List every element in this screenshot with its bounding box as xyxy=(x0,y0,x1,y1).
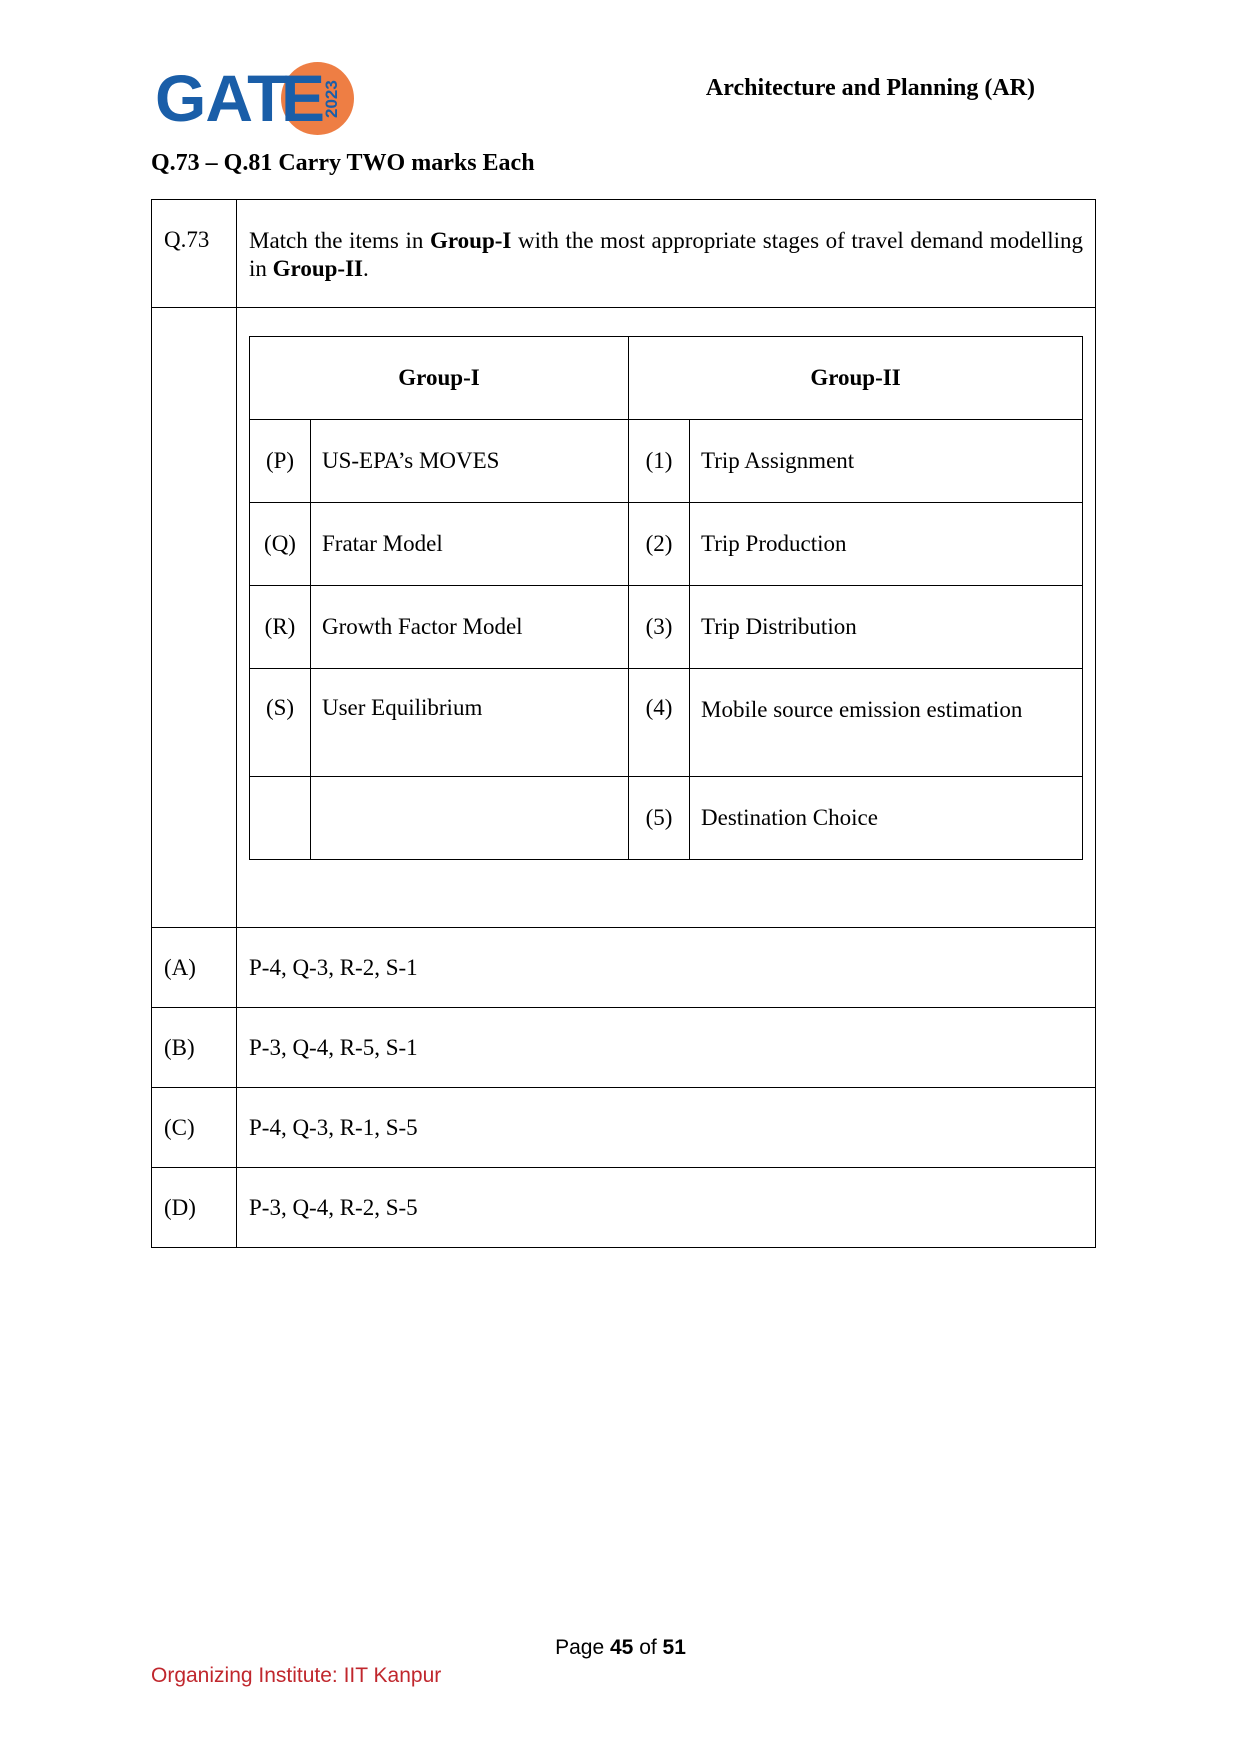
logo-letter: E xyxy=(281,61,326,135)
match-table-row xyxy=(250,777,1083,860)
group2-item: Trip Distribution xyxy=(690,586,1083,669)
logo-year: 2023 xyxy=(322,80,341,118)
question-text xyxy=(237,200,1096,308)
empty-cell xyxy=(152,308,237,928)
page-of: of xyxy=(639,1636,657,1659)
question-text-part: . xyxy=(362,256,369,281)
group1-label: (R) xyxy=(250,586,311,669)
option-label: (B) xyxy=(152,1008,237,1088)
group1-label: (P) xyxy=(250,420,311,503)
option-text: P-3, Q-4, R-2, S-5 xyxy=(237,1168,1096,1248)
group1-header: Group-I xyxy=(250,337,629,420)
group1-item: Fratar Model xyxy=(311,503,629,586)
option-row xyxy=(152,928,1096,1008)
group2-item: Mobile source emission estimation xyxy=(690,669,1083,777)
question-row xyxy=(152,200,1096,308)
option-label: (A) xyxy=(152,928,237,1008)
footer-institute: Organizing Institute: IIT Kanpur xyxy=(151,1664,442,1687)
option-text: P-4, Q-3, R-2, S-1 xyxy=(237,928,1096,1008)
group1-item: User Equilibrium xyxy=(311,669,629,777)
match-table-cell xyxy=(237,308,1096,928)
group1-label: (Q) xyxy=(250,503,311,586)
question-table xyxy=(151,199,1096,1248)
option-text: P-3, Q-4, R-5, S-1 xyxy=(237,1008,1096,1088)
group2-label: (5) xyxy=(629,777,690,860)
option-row xyxy=(152,1008,1096,1088)
question-text-part: Match the items in xyxy=(249,228,430,253)
group2-item: Trip Production xyxy=(690,503,1083,586)
group1-item: US-EPA’s MOVES xyxy=(311,420,629,503)
group2-header: Group-II xyxy=(629,337,1083,420)
gate-logo xyxy=(155,58,360,136)
match-table-row xyxy=(250,420,1083,503)
match-table xyxy=(249,336,1083,860)
page-number xyxy=(0,1636,1241,1660)
group1-item xyxy=(311,777,629,860)
subject-title: Architecture and Planning (AR) xyxy=(705,75,1035,101)
option-text: P-4, Q-3, R-1, S-5 xyxy=(237,1088,1096,1168)
group2-label: (3) xyxy=(629,586,690,669)
group1-label: (S) xyxy=(250,669,311,777)
match-header-row xyxy=(250,337,1083,420)
section-title: Q.73 – Q.81 Carry TWO marks Each xyxy=(151,150,535,176)
group1-label xyxy=(250,777,311,860)
page-current: 45 xyxy=(609,1636,634,1659)
page-prefix: Page xyxy=(555,1636,605,1659)
match-row xyxy=(152,308,1096,928)
group2-label: (1) xyxy=(629,420,690,503)
group1-item: Growth Factor Model xyxy=(311,586,629,669)
question-number: Q.73 xyxy=(152,200,237,308)
question-text-part: with the most appropriate stages of travel demand modelling in xyxy=(249,228,1084,281)
match-table-row xyxy=(250,503,1083,586)
group2-label: (2) xyxy=(629,503,690,586)
match-table-row xyxy=(250,669,1083,777)
option-row xyxy=(152,1168,1096,1248)
logo-text: GAT xyxy=(155,61,287,135)
group2-item: Trip Assignment xyxy=(690,420,1083,503)
question-text-bold: Group-II xyxy=(272,256,363,281)
option-label: (D) xyxy=(152,1168,237,1248)
question-text-bold: Group-I xyxy=(429,228,512,253)
page-total: 51 xyxy=(662,1636,686,1659)
match-table-row xyxy=(250,586,1083,669)
group2-label: (4) xyxy=(629,669,690,777)
option-row xyxy=(152,1088,1096,1168)
group2-item: Destination Choice xyxy=(690,777,1083,860)
option-label: (C) xyxy=(152,1088,237,1168)
